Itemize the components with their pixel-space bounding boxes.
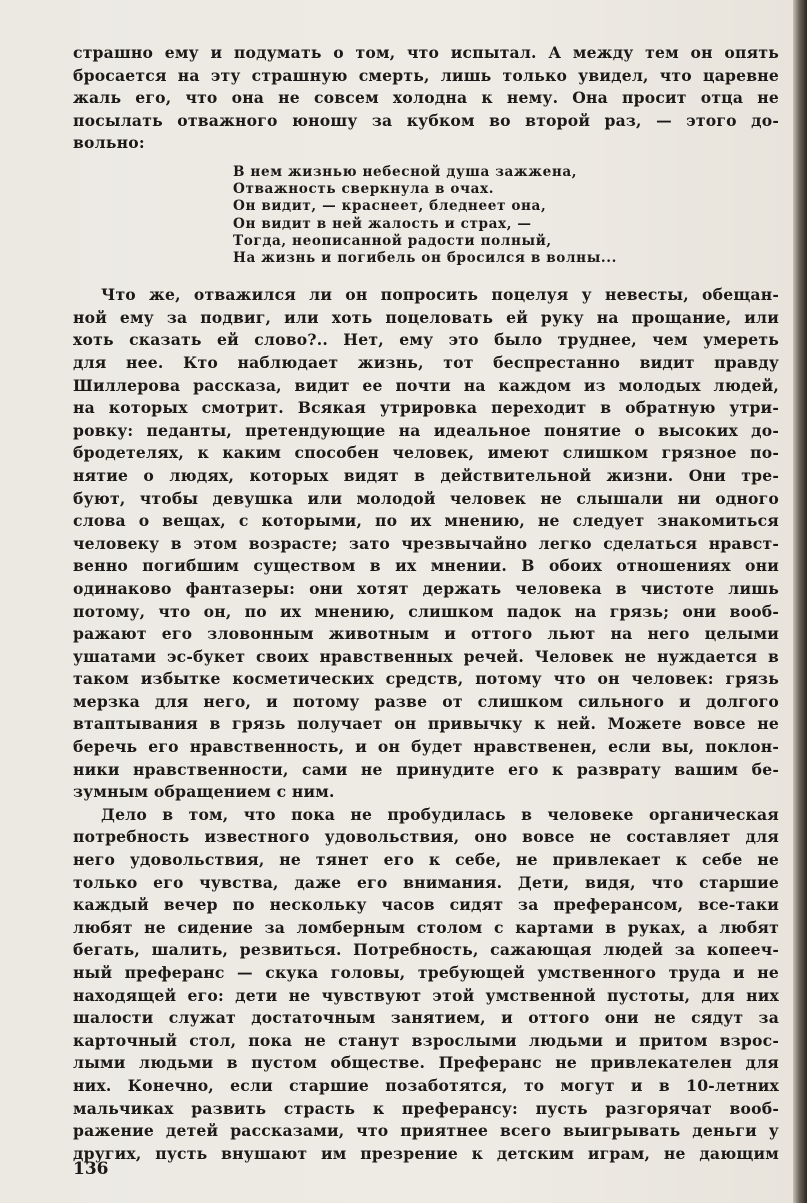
text-line: ной ему за подвиг, или хоть поцеловать ей руку на прощание, или [73, 307, 779, 327]
text-line: страшно ему и подумать о том, что испытал. А между тем он опять [73, 43, 779, 62]
paragraph-3 [73, 804, 779, 1166]
text-line: ушатами эс-букет своих нравственных речей. Человек не нуждается в [73, 646, 779, 666]
text-line: Шиллерова рассказа, видит ее почти на каждом из молодых людей, [73, 375, 779, 395]
text-line: других, пусть внушают им презрение к детским играм, не дающим [73, 1143, 779, 1163]
page-number: 136 [73, 1159, 109, 1179]
text-line: только его чувства, даже его внимания. Дети, видя, что старшие [73, 872, 779, 892]
text-line: них. Конечно, если старшие позаботятся, то могут и в 10-летних [73, 1075, 779, 1095]
text-line: таком избытке косметических средств, потому что он человек: грязь [73, 669, 779, 689]
page-edge-shadow [793, 0, 807, 1203]
poem-quote [233, 164, 779, 267]
text-line: на которых смотрит. Всякая утрировка переходит в обратную утри- [73, 398, 779, 418]
text-line: беречь его нравственность, и он будет нравственен, если вы, поклон- [73, 737, 779, 757]
text-line: шалости служат достаточным занятием, и оттого они не сядут за [73, 1008, 779, 1028]
text-line: бродетелях, к каким способен человек, имеют слишком грязное по- [73, 443, 779, 463]
text-line: Что же, отважился ли он попросить поцелуя у невесты, обещан- [101, 285, 779, 305]
text-line: него удовольствия, не тянет его к себе, не привлекает к себе не [73, 850, 779, 870]
text-line: ный преферанс — скука головы, требующей умственного труда и не [73, 963, 779, 982]
text-line: одинаково фантазеры: они хотят держать человека в чистоте лишь [73, 578, 779, 598]
text-line: мальчиках развить страсть к преферансу: пусть разгорячат вооб- [73, 1098, 779, 1118]
text-line: жаль его, что она не совсем холодна к нему. Она просит отца не [73, 88, 779, 108]
text-line: Дело в том, что пока не пробудилась в человеке органическая [101, 804, 779, 824]
poem-line: Он видит, — краснеет, бледнеет она, [233, 198, 547, 215]
text-line: каждый вечер по нескольку часов сидят за преферансом, все-таки [73, 895, 779, 915]
text-line: потому, что он, по их мнению, слишком падок на грязь; они вооб- [73, 601, 779, 621]
text-line: ражение детей рассказами, что приятнее всего выигрывать деньги у [73, 1121, 779, 1141]
text-line: венно погибшим существом в их мнении. В обоих отношениях они [73, 556, 779, 576]
text-line: находящей его: дети не чувствуют этой умственной пустоты, для них [73, 985, 779, 1005]
poem-line: Отважность сверкнула в очах. [233, 181, 495, 198]
text-line: бегать, шалить, резвиться. Потребность, сажающая людей за копееч- [73, 940, 779, 960]
text-line: любят не сидение за ломберным столом с картами в руках, а любят [73, 917, 779, 937]
text-line: потребность известного удовольствия, оно вовсе не составляет для [73, 827, 779, 847]
text-line: лыми людьми в пустом обществе. Преферанс не привлекателен для [73, 1053, 779, 1073]
text-line: посылать отважного юношу за кубком во второй раз, — этого до- [73, 110, 779, 130]
text-line: бросается на эту страшную смерть, лишь только увидел, что царевне [73, 65, 779, 85]
text-line: карточный стол, пока не станут взрослыми людьми и притом взрос- [73, 1030, 779, 1050]
text-line: нятие о людях, которых видят в действительной жизни. Они тре- [73, 465, 779, 485]
text-line: человеку в этом возрасте; зато чрезвычайно легко сделаться нравст- [73, 533, 779, 553]
text-line: мерзка для него, и потому разве от слишком сильного и долгого [73, 691, 779, 711]
text-line: втаптывания в грязь получает он привычку к ней. Можете вовсе не [73, 714, 779, 734]
text-line: для нее. Кто наблюдает жизнь, тот беспрестанно видит правду [73, 352, 779, 372]
text-line: вольно: [73, 133, 145, 153]
text-line: ражают его зловонным животным и оттого льют на него целыми [73, 624, 779, 644]
poem-line: В нем жизнью небесной душа зажжена, [233, 163, 578, 180]
text-line: буют, чтобы девушка или молодой человек не слышали ни одного [73, 488, 779, 508]
paragraph-1 [73, 42, 779, 155]
poem-line: На жизнь и погибель он бросился в волны... [233, 249, 617, 266]
text-line: хоть сказать ей слово?.. Нет, ему это было труднее, чем умереть [73, 330, 779, 350]
poem-line: Он видит в ней жалость и страх, — [233, 215, 532, 232]
poem-line: Тогда, неописанной радости полный, [233, 232, 552, 249]
text-line: ники нравственности, сами не принудите его к разврату вашим бе- [73, 759, 779, 779]
body-text [73, 42, 779, 1165]
text-line: зумным обращением с ним. [73, 782, 335, 802]
text-line: слова о вещах, с которыми, по их мнению, не следует знакомиться [73, 511, 779, 531]
text-line: ровку: педанты, претендующие на идеальное понятие о высоких до- [73, 420, 779, 440]
paragraph-2 [73, 284, 779, 804]
